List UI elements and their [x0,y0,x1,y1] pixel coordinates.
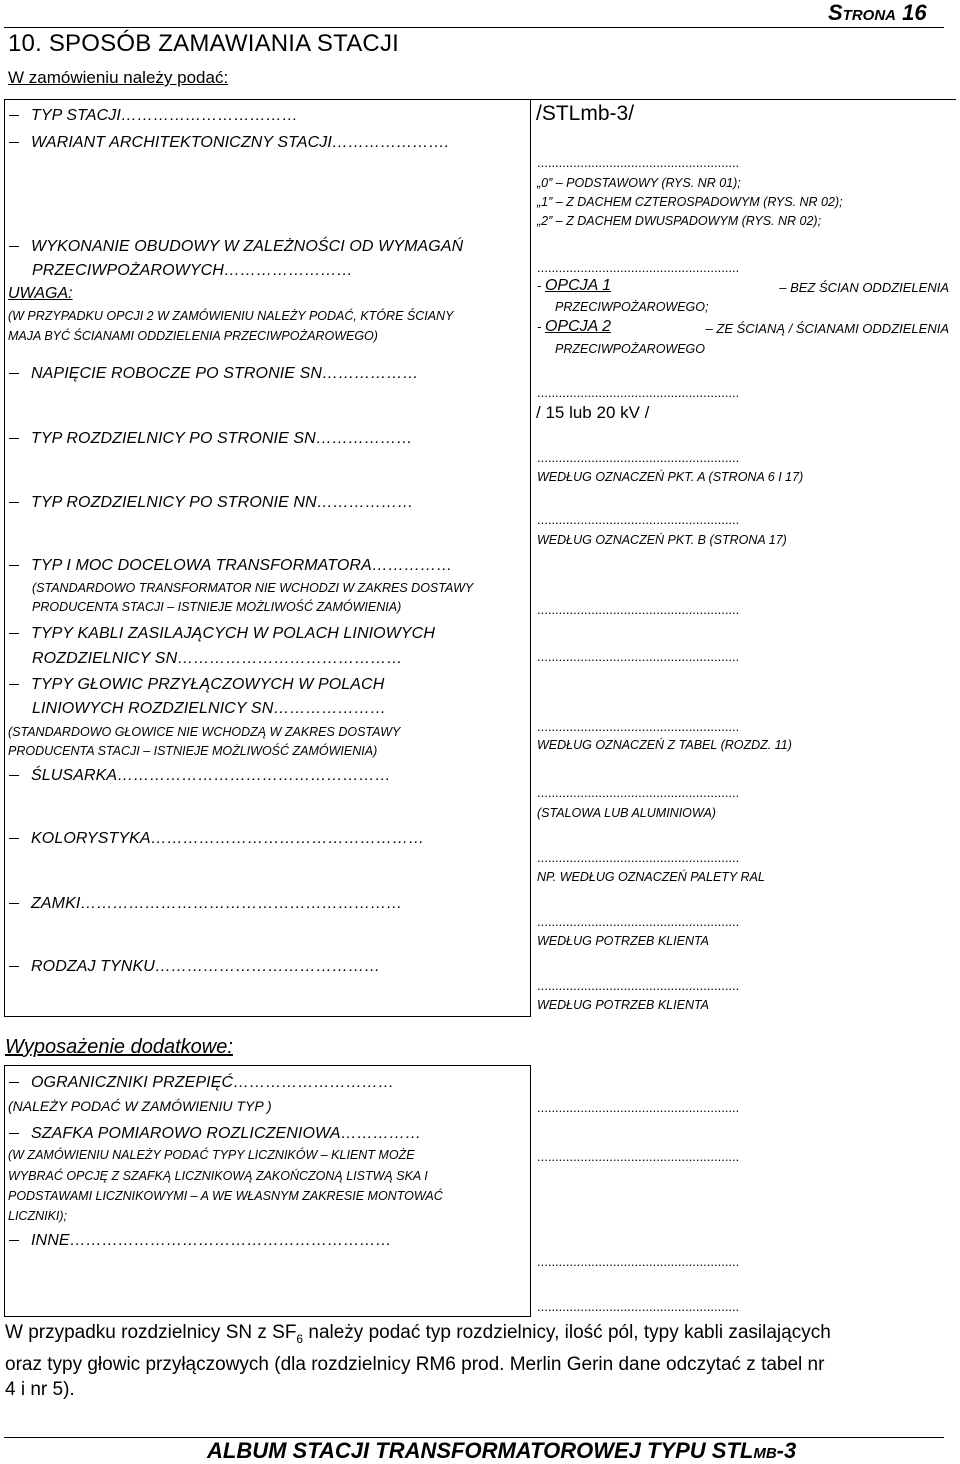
ograniczniki-note: (NALEŻY PODAĆ W ZAMÓWIENIU TYP ) [8,1098,272,1114]
dash-bullet [9,565,19,566]
dots-rozdzielnica-sn: ........................................................ [537,450,740,465]
opcja-1 [537,277,949,295]
footer-note-line-1 [5,1320,955,1352]
extras-heading: Wyposażenie dodatkowe: [5,1036,233,1058]
dots-szafka: ........................................................ [537,1149,740,1164]
row-napiecie [8,365,419,383]
opcja-1-dash: - [537,278,545,293]
dots-kable: ........................................................ [537,649,740,664]
dash-bullet [9,966,19,967]
opcja-2 [537,318,949,336]
header-rule [4,27,944,28]
szafka-note-4: LICZNIKI); [8,1209,68,1223]
dash-bullet [9,1133,19,1134]
footer-note [5,1320,955,1402]
row-label: TYPY GŁOWIC PRZYŁĄCZOWYCH W POLACH [31,676,385,693]
footer-note-line-3: 4 i nr 5). [5,1378,75,1400]
row-obudowa [8,238,463,256]
value-kolorystyka: NP. WEDŁUG OZNACZEŃ PALETY RAL [537,870,765,884]
option-1: „1” – Z DACHEM CZTEROSPADOWYM (RYS. NR 02); [537,195,843,209]
row-rozdzielnica-sn [8,430,412,448]
footer-subscript: 6 [296,1331,304,1346]
dash-bullet [9,502,19,503]
row-typ-stacji [8,107,298,125]
dash-bullet [9,373,19,374]
uwaga-label: UWAGA: [8,285,73,302]
dash-bullet [9,1240,19,1241]
dash-bullet [9,684,19,685]
value-zamki: WEDŁUG POTRZEB KLIENTA [537,934,710,948]
dash-bullet [9,633,19,634]
dots-obudowa: ........................................................ [537,260,740,275]
dash-bullet [9,903,19,904]
row-label: SZAFKA POMIAROWO ROZLICZENIOWA…………… [31,1125,422,1142]
extras-top-border [4,1065,531,1066]
table-column-divider [530,99,531,1016]
row-transformator [8,557,452,575]
album-title: ALBUM STACJI TRANSFORMATOROWEJ TYPU STLmb-3 [207,1438,797,1463]
option-0: „0” – PODSTAWOWY (RYS. NR 01); [537,176,741,190]
transformator-note-2: PRODUCENTA STACJI – ISTNIEJE MOŻLIWOŚĆ ZAMÓWIENIA) [32,600,402,614]
uwaga-note-2: MAJA BYĆ ŚCIANAMI ODDZIELENIA PRZECIWPOŻAROWEGO) [8,329,378,343]
row-label: WARIANT ARCHITEKTONICZNY STACJI…………………. [31,134,450,151]
row-label: NAPIĘCIE ROBOCZE PO STRONIE SN……………… [31,365,419,382]
opcja-1-desc: – BEZ ŚCIAN ODDZIELENIA [779,280,949,295]
value-rozdzielnica-sn: WEDŁUG OZNACZEŃ PKT. A (STRONA 6 I 17) [537,470,804,484]
dash-bullet [9,115,19,116]
dash-bullet [9,142,19,143]
uwaga-note-1: (W PRZYPADKU OPCJI 2 W ZAMÓWIENIU NALEŻY PODAĆ, KTÓRE ŚCIANY [8,309,454,323]
row-rozdzielnica-nn [8,494,413,512]
dots-transformator: ........................................................ [537,602,740,617]
opcja-2-desc: – ZE ŚCIANĄ / ŚCIANAMI ODDZIELENIA [705,321,949,336]
glowice-note-2: PRODUCENTA STACJI – ISTNIEJE MOŻLIWOŚĆ ZAMÓWIENIA) [8,744,378,758]
row-zamki [8,895,402,913]
dash-bullet [9,438,19,439]
table-left-border [4,99,5,1016]
footer-part-1: W przypadku rozdzielnicy SN z SF [5,1322,297,1343]
value-rozdzielnica-nn: WEDŁUG OZNACZEŃ PKT. B (STRONA 17) [537,533,787,547]
dots-inne-1: ........................................................ [537,1254,740,1269]
szafka-note-1: (W ZAMÓWIENIU NALEŻY PODAĆ TYPY LICZNIKÓW – KLIENT MOŻE [8,1148,415,1162]
footer-part-2: należy podać typ rozdzielnicy, ilość pól, typy kabli zasilających [303,1322,831,1343]
dash-bullet [9,838,19,839]
row-ograniczniki [8,1074,394,1092]
row-label: OGRANICZNIKI PRZEPIĘĆ………………………… [31,1074,395,1091]
row-glowice-line2: LINIOWYCH ROZDZIELNICY SN………………… [32,700,387,717]
dots-rozdzielnica-nn: ........................................................ [537,512,740,527]
opcja-2-cont: PRZECIWPOŻAROWEGO [555,342,705,356]
footer-note-line-2: oraz typy głowic przyłączowych (dla rozdzielnicy RM6 prod. Merlin Gerin dane odczytać z tabel nr [5,1353,825,1375]
opcja-1-cont: PRZECIWPOŻAROWEGO; [555,300,709,314]
section-subtitle: W zamówieniu należy podać: [8,68,229,87]
opcja-2-name: OPCJA 2 [544,318,612,335]
row-label: ŚLUSARKA…………………………………………… [31,767,391,784]
extras-bottom-border [4,1316,531,1317]
extras-column-divider [530,1065,531,1317]
szafka-note-2: WYBRAĆ OPCJĘ Z SZAFKĄ LICZNIKOWĄ ZAKOŃCZONĄ LISTWĄ SKA I [8,1169,428,1183]
szafka-note-3: PODSTAWAMI LICZNIKOWYMI – A WE WŁASNYM ZAKRESIE MONTOWAĆ [8,1189,443,1203]
row-szafka [8,1125,421,1143]
row-kolorystyka [8,830,424,848]
row-kable [8,625,435,643]
dots-wariant: ........................................................ [537,155,740,170]
row-label: TYP ROZDZIELNICY PO STRONIE NN……………… [31,494,414,511]
dots-slusarka: ........................................................ [537,785,740,800]
row-label: INNE…………………………………………………… [31,1232,392,1249]
option-2: „2” – Z DACHEM DWUSPADOWYM (RYS. NR 02); [537,214,822,228]
row-tynk [8,958,380,976]
dots-inne-2: ........................................................ [537,1299,740,1314]
page-number: Strona 16 [828,0,927,25]
row-label: TYP STACJI…………………………… [31,107,298,124]
opcja-1-name: OPCJA 1 [544,277,612,294]
opcja-2-dash: - [537,319,545,334]
dots-kolorystyka: ........................................................ [537,850,740,865]
table-top-border [4,99,956,100]
row-label: TYP I MOC DOCELOWA TRANSFORMATORA…………… [31,557,453,574]
row-kable-line2: ROZDZIELNICY SN…………………………………… [32,650,403,667]
dots-tynk: ........................................................ [537,978,740,993]
dash-bullet [9,775,19,776]
value-slusarka: (STALOWA LUB ALUMINIOWA) [537,806,716,820]
value-napiecie: / 15 lub 20 kV / [536,403,650,422]
dots-napiecie: ........................................................ [537,385,740,400]
value-glowice: WEDŁUG OZNACZEŃ Z TABEL (ROZDZ. 11) [537,738,792,752]
row-obudowa-line2: PRZECIWPOŻAROWYCH…………………… [32,262,353,279]
row-label: TYP ROZDZIELNICY PO STRONIE SN……………… [31,430,413,447]
dots-ograniczniki: ........................................................ [537,1100,740,1115]
dash-bullet [9,1082,19,1083]
dots-glowice: ........................................................ [537,719,740,734]
row-label: RODZAJ TYNKU…………………………………… [31,958,381,975]
dash-bullet [9,246,19,247]
row-label: TYPY KABLI ZASILAJĄCYCH W POLACH LINIOWYCH [31,625,435,642]
row-inne [8,1232,392,1250]
glowice-note-1: (STANDARDOWO GŁOWICE NIE WCHODZĄ W ZAKRES DOSTAWY [8,725,401,739]
row-slusarka [8,767,391,785]
value-typ-stacji: /STLmb-3/ [536,102,635,125]
row-wariant [8,134,449,152]
extras-left-border [4,1065,5,1317]
row-label: ZAMKI…………………………………………………… [31,895,403,912]
section-title: 10. SPOSÓB ZAMAWIANIA STACJI [8,30,400,57]
value-tynk: WEDŁUG POTRZEB KLIENTA [537,998,710,1012]
row-label: WYKONANIE OBUDOWY W ZALEŻNOŚCI OD WYMAGAŃ [31,238,464,255]
transformator-note-1: (STANDARDOWO TRANSFORMATOR NIE WCHODZI W ZAKRES DOSTAWY [32,581,474,595]
row-label: KOLORYSTYKA…………………………………………… [31,830,425,847]
dots-zamki: ........................................................ [537,914,740,929]
table-bottom-border [4,1016,531,1017]
row-glowice [8,676,384,694]
